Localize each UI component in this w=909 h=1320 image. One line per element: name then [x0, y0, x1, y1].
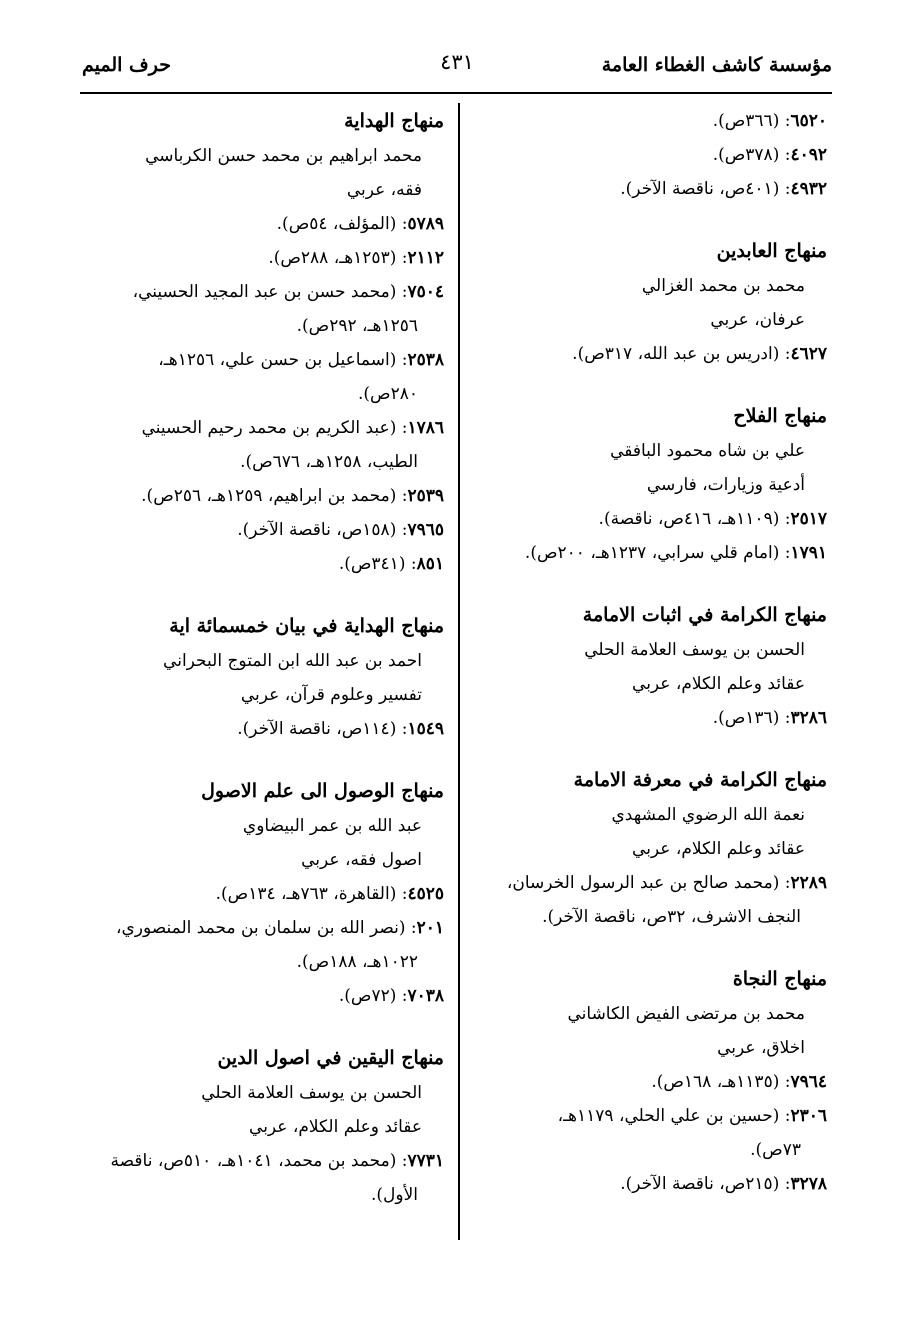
entry-title: منهاج العابدين [716, 240, 827, 262]
ref-details: : (١١٣٥هـ، ١٦٨ص). [651, 1072, 791, 1092]
page-number: ٤٣١ [440, 50, 474, 74]
ref-details: : (٧٢ص). [338, 986, 408, 1006]
ref-details: : (محمد صالح بن عبد الرسول الخرسان، [506, 873, 791, 893]
ref-details: : (١٣٦ص). [712, 708, 791, 728]
ref-number: ١٧٨٦ [407, 418, 444, 438]
ref-number: ٢٠١ [416, 918, 444, 938]
manuscript-ref [482, 172, 827, 206]
ref-details: : (القاهرة، ٧٦٣هـ، ١٣٤ص). [215, 884, 408, 904]
publisher-name: مؤسسة كاشف الغطاء العامة [601, 54, 832, 76]
entry-author: محمد بن مرتضى الفيض الكاشاني [567, 1004, 805, 1024]
entry-subject: عقائد وعلم الكلام، عربي [632, 674, 805, 694]
ref-details: : (نصر الله بن سلمان بن محمد المنصوري، [115, 918, 417, 938]
manuscript-ref [482, 337, 827, 371]
ref-number: ١٧٩١ [790, 543, 827, 563]
ref-number: ٧٥٠٤ [407, 282, 444, 302]
ref-number: ٢٥١٧ [790, 509, 827, 529]
manuscript-ref [82, 1144, 444, 1178]
entry-subject: عقائد وعلم الكلام، عربي [249, 1117, 422, 1137]
ref-details: : (٢١٥ص، ناقصة الآخر). [620, 1174, 791, 1194]
catalog-entry [482, 104, 827, 206]
ref-details: : (١٢٥٣هـ، ٢٨٨ص). [268, 248, 408, 268]
manuscript-ref [82, 547, 444, 581]
ref-details: : (عبد الكريم بن محمد رحيم الحسيني [141, 418, 408, 438]
manuscript-ref [482, 536, 827, 570]
ref-number: ٢١١٢ [407, 248, 444, 268]
ref-number: ٧٧٣١ [407, 1151, 444, 1171]
ref-number: ٣٢٧٨ [790, 1174, 827, 1194]
manuscript-ref [482, 104, 827, 138]
ref-details: : (محمد بن محمد، ١٠٤١هـ، ٥١٠ص، ناقصة [110, 1151, 408, 1171]
manuscript-ref [82, 911, 444, 945]
ref-details: : (٤٠١ص، ناقصة الآخر). [620, 179, 791, 199]
ref-number: ٦٥٢٠ [790, 111, 827, 131]
manuscript-ref [482, 1167, 827, 1201]
manuscript-ref [482, 138, 827, 172]
ref-number: ٥٧٨٩ [407, 214, 444, 234]
ref-continuation: الطيب، ١٢٥٨هـ، ٦٧٦ص). [240, 452, 418, 472]
entry-author: احمد بن عبد الله ابن المتوج البحراني [163, 651, 422, 671]
ref-number: ٢٥٣٩ [407, 486, 444, 506]
entry-author: علي بن شاه محمود البافقي [610, 441, 805, 461]
page-header [82, 50, 832, 90]
entry-title: منهاج الهداية [344, 110, 444, 132]
ref-number: ٧٩٦٤ [790, 1072, 827, 1092]
ref-number: ٤٦٢٧ [790, 344, 827, 364]
ref-number: ٧٩٦٥ [407, 520, 444, 540]
ref-details: : (٣٦٦ص). [712, 111, 791, 131]
catalog-entry [82, 774, 444, 1013]
entry-title: منهاج الوصول الى علم الاصول [201, 780, 444, 802]
catalog-entry [482, 763, 827, 934]
entry-subject: عرفان، عربي [710, 310, 805, 330]
manuscript-ref [82, 513, 444, 547]
ref-continuation: النجف الاشرف، ٣٢ص، ناقصة الآخر). [542, 907, 801, 927]
manuscript-ref [82, 877, 444, 911]
manuscript-ref [82, 979, 444, 1013]
entry-subject: أدعية وزيارات، فارسي [646, 475, 805, 495]
manuscript-ref [82, 411, 444, 445]
catalog-entry [82, 1041, 444, 1212]
ref-number: ٤٠٩٢ [790, 145, 827, 165]
entry-subject: اصول فقه، عربي [301, 850, 422, 870]
ref-number: ٤٥٢٥ [407, 884, 444, 904]
entry-author: الحسن بن يوسف العلامة الحلي [201, 1083, 422, 1103]
ref-details: : (اسماعيل بن حسن علي، ١٢٥٦هـ، [158, 350, 408, 370]
manuscript-ref [82, 343, 444, 377]
ref-details: : (المؤلف، ٥٤ص). [276, 214, 408, 234]
ref-continuation: ٢٨٠ص). [358, 384, 418, 404]
manuscript-ref [82, 479, 444, 513]
entry-title: منهاج الكرامة في معرفة الامامة [573, 769, 827, 791]
ref-details: : (امام قلي سرابي، ١٢٣٧هـ، ٢٠٠ص). [524, 543, 791, 563]
catalog-entry [482, 399, 827, 570]
entry-subject: عقائد وعلم الكلام، عربي [632, 839, 805, 859]
catalog-entry [82, 609, 444, 746]
ref-details: : (٣٧٨ص). [712, 145, 791, 165]
manuscript-ref [482, 502, 827, 536]
entry-subject: فقه، عربي [346, 180, 422, 200]
entry-subject: تفسير وعلوم قرآن، عربي [240, 685, 422, 705]
manuscript-ref [482, 1065, 827, 1099]
manuscript-ref [82, 712, 444, 746]
catalog-entry [482, 962, 827, 1201]
ref-number: ٢٢٨٩ [790, 873, 827, 893]
ref-number: ١٥٤٩ [407, 719, 444, 739]
entry-title: منهاج النجاة [732, 968, 827, 990]
ref-number: ٧٠٣٨ [407, 986, 444, 1006]
ref-continuation: ١٢٥٦هـ، ٢٩٢ص). [296, 316, 418, 336]
manuscript-ref [82, 207, 444, 241]
entry-title: منهاج الكرامة في اثبات الامامة [582, 604, 827, 626]
ref-details: : (محمد حسن بن عبد المجيد الحسيني، [132, 282, 408, 302]
entry-author: محمد ابراهيم بن محمد حسن الكرباسي [145, 146, 422, 166]
section-title: حرف الميم [82, 54, 171, 76]
catalog-entry [482, 234, 827, 371]
ref-continuation: ١٠٢٢هـ، ١٨٨ص). [296, 952, 418, 972]
manuscript-ref [482, 866, 827, 900]
catalog-entry [82, 104, 444, 581]
manuscript-ref [482, 701, 827, 735]
ref-details: : (٣٤١ص). [338, 554, 417, 574]
entry-author: عبد الله بن عمر البيضاوي [242, 816, 422, 836]
entry-author: نعمة الله الرضوي المشهدي [611, 805, 805, 825]
manuscript-ref [482, 1099, 827, 1133]
ref-details: : (محمد بن ابراهيم، ١٢٥٩هـ، ٢٥٦ص). [141, 486, 408, 506]
ref-details: : (١٥٨ص، ناقصة الآخر). [237, 520, 408, 540]
entry-author: محمد بن محمد الغزالي [641, 276, 805, 296]
ref-number: ٢٣٠٦ [790, 1106, 827, 1126]
ref-details: : (١١٤ص، ناقصة الآخر). [237, 719, 408, 739]
entry-title: منهاج الهداية في بيان خمسمائة اية [169, 615, 444, 637]
entry-title: منهاج اليقين في اصول الدين [217, 1047, 444, 1069]
catalog-entry [482, 598, 827, 735]
ref-number: ٢٥٣٨ [407, 350, 444, 370]
right-column [482, 104, 827, 1229]
entry-subject: اخلاق، عربي [717, 1038, 805, 1058]
ref-number: ٨٥١ [416, 554, 444, 574]
entry-author: الحسن بن يوسف العلامة الحلي [584, 640, 805, 660]
ref-details: : (ادريس بن عبد الله، ٣١٧ص). [572, 344, 791, 364]
ref-details: : (١١٠٩هـ، ٤١٦ص، ناقصة). [598, 509, 791, 529]
ref-number: ٤٩٣٢ [790, 179, 827, 199]
manuscript-ref [82, 275, 444, 309]
left-column [82, 104, 444, 1240]
header-rule [80, 92, 832, 94]
column-divider [458, 103, 460, 1240]
ref-continuation: الأول). [370, 1185, 418, 1205]
ref-details: : (حسين بن علي الحلي، ١١٧٩هـ، [557, 1106, 791, 1126]
entry-title: منهاج الفلاح [733, 405, 827, 427]
ref-number: ٣٢٨٦ [790, 708, 827, 728]
ref-continuation: ٧٣ص). [750, 1140, 801, 1160]
manuscript-ref [82, 241, 444, 275]
